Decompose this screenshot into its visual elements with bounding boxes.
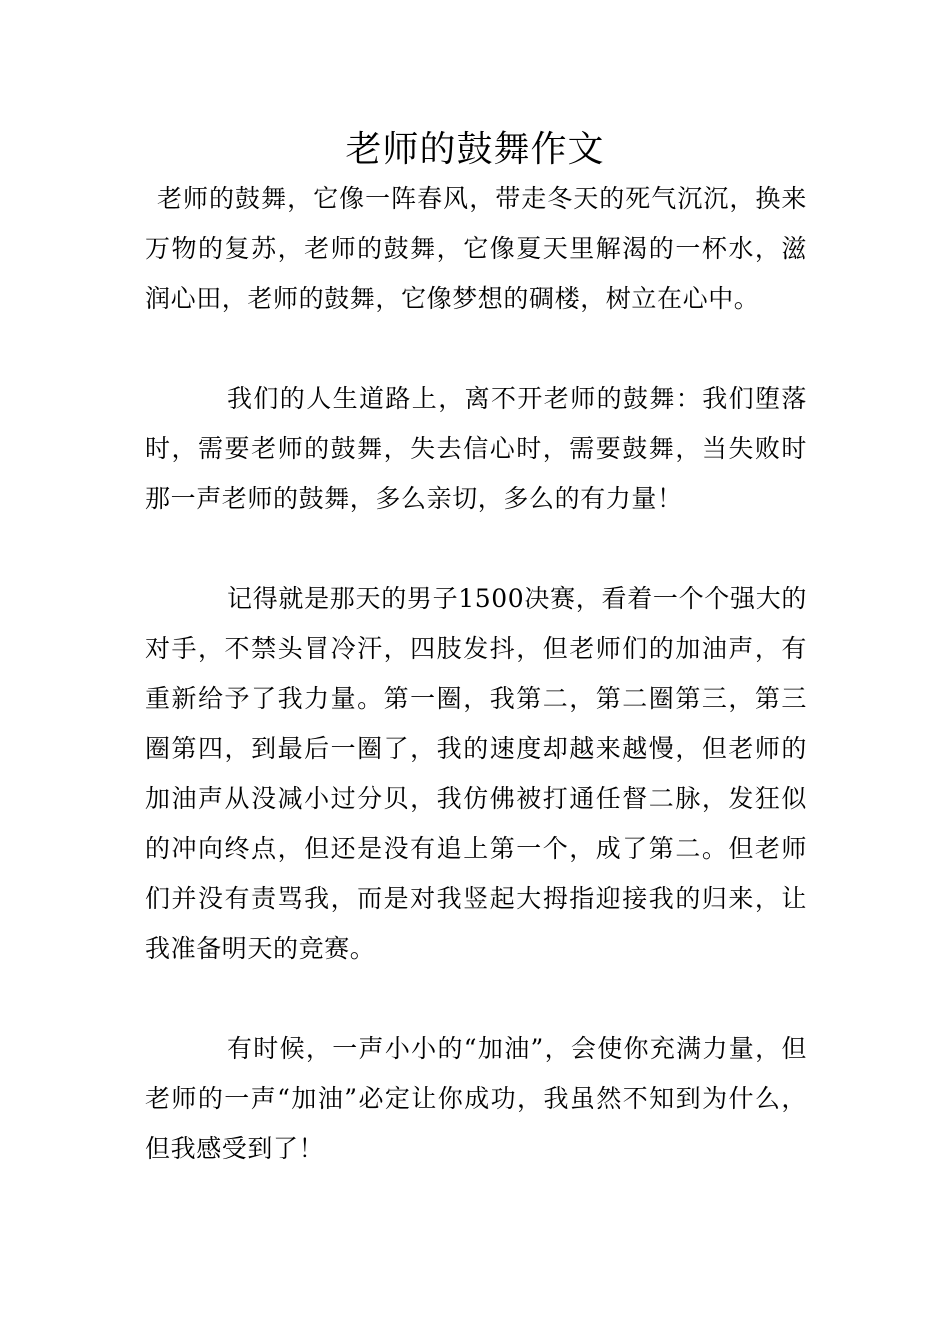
paragraph-spacer	[145, 324, 807, 374]
paragraph-spacer	[145, 974, 807, 1024]
document-title: 老师的鼓舞作文	[345, 129, 605, 170]
paragraph-4: 有时候，一声小小的“加油”，会使你充满力量，但老师的一声“加油”必定让你成功，我虽然不知到为什么，但我感受到了！	[145, 1034, 807, 1163]
paragraph-1: 老师的鼓舞，它像一阵春风，带走冬天的死气沉沉，换来万物的复苏，老师的鼓舞，它像夏天里解渴的一杯水，滋润心田，老师的鼓舞，它像梦想的碉楼，树立在心中。	[145, 184, 807, 313]
paragraph-spacer	[145, 524, 807, 574]
document-body	[145, 174, 807, 1174]
paragraph-2: 我们的人生道路上，离不开老师的鼓舞：我们堕落时，需要老师的鼓舞，失去信心时，需要鼓舞，当失败时那一声老师的鼓舞，多么亲切，多么的有力量！	[145, 384, 807, 513]
paragraph-3: 记得就是那天的男子1500决赛，看着一个个强大的对手，不禁头冒冷汗，四肢发抖，但老师们的加油声，有重新给予了我力量。第一圈，我第二，第二圈第三，第三圈第四，到最后一圈了，我的速度却越来越慢，但老师的加油声从没减小过分贝，我仿佛被打通任督二脉，发狂似的冲向终点，但还是没有追上第一个，成了第二。但老师们并没有责骂我，而是对我竖起大拇指迎接我的归来，让我准备明天的竞赛。	[145, 584, 807, 963]
